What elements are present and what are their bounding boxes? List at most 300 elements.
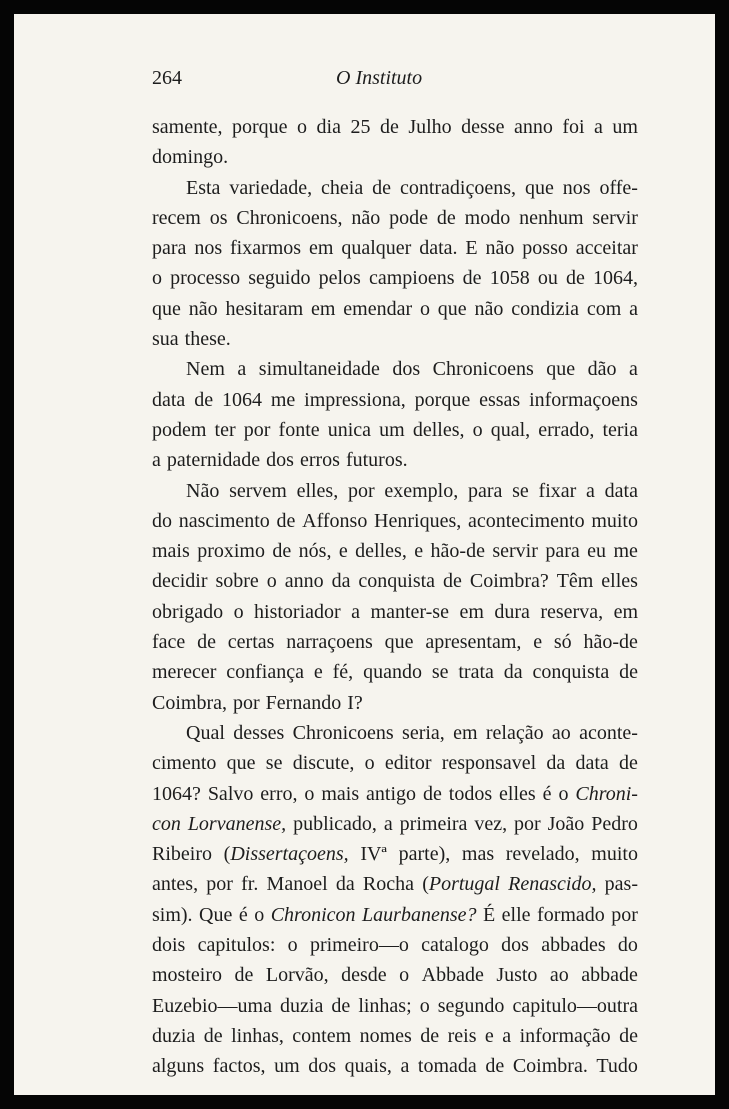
text-line [152, 536, 638, 566]
word: por [514, 812, 541, 835]
word: con [152, 812, 181, 835]
word: para [545, 540, 580, 563]
word: de [194, 388, 214, 411]
word: tomada [417, 1055, 477, 1078]
word: anno [513, 116, 553, 138]
word: paternidade [166, 449, 261, 472]
word: pelos [318, 267, 361, 290]
word: recem [152, 206, 201, 229]
word: muito [591, 843, 638, 866]
word: um [379, 418, 405, 441]
word: linhas, [231, 1024, 284, 1047]
word: em [308, 237, 334, 260]
word: Têm [556, 570, 594, 593]
text-line [152, 445, 638, 475]
word: discute, [292, 752, 355, 775]
word: cheia [321, 176, 364, 199]
word: quais, [344, 1055, 392, 1078]
word: Qual [186, 721, 225, 744]
word: alguns [152, 1055, 205, 1078]
text-line [152, 263, 638, 293]
word: nomes [359, 1024, 412, 1047]
word: fr. [241, 873, 259, 896]
word: confiança [226, 661, 304, 684]
text-line [152, 930, 638, 960]
word: o [364, 752, 375, 775]
running-title: O Instituto [336, 67, 423, 89]
word: Renascido, [508, 873, 597, 896]
word: Que [199, 903, 233, 926]
word: fixar [538, 479, 577, 502]
word: se [265, 752, 283, 775]
word: decidir [152, 570, 208, 593]
word: Affonso [302, 509, 368, 532]
word: dos [501, 934, 529, 957]
word: a [502, 1024, 512, 1047]
word: Fernando [265, 691, 342, 714]
word: teria [602, 418, 638, 441]
word: de [276, 509, 296, 532]
word: IVª [360, 843, 387, 866]
word: mas [461, 843, 495, 866]
word: elles [499, 782, 536, 805]
word: factos, [212, 1055, 266, 1078]
word: (Dissertaçoens, [223, 843, 349, 866]
word: Esta [186, 176, 221, 199]
word: Justo [496, 964, 538, 987]
word: o [152, 267, 162, 290]
book-page [14, 14, 715, 1095]
word: do [617, 934, 638, 957]
word: Coimbra, [152, 691, 227, 714]
word: historiador [254, 600, 341, 623]
word: certas [227, 631, 275, 654]
word: de [443, 570, 462, 593]
text-line [152, 960, 638, 990]
word: nenhum [519, 206, 584, 229]
word: de [379, 116, 399, 138]
word: data [604, 479, 638, 502]
word: (Portugal [422, 873, 500, 896]
word: responsavel [441, 752, 537, 775]
word: Rocha [362, 873, 414, 896]
word: anno [284, 570, 324, 593]
word: da [546, 752, 566, 775]
word: me [270, 388, 296, 411]
word: em [613, 600, 638, 623]
word: 1064 [221, 388, 262, 411]
word: Lorvanense, [187, 812, 287, 835]
word: essas [479, 388, 521, 411]
word: cimento [152, 752, 217, 775]
word: é [542, 782, 552, 805]
word: acceitar [575, 237, 638, 260]
text-line [152, 173, 638, 203]
word: servir [592, 206, 638, 229]
word: para [152, 237, 187, 260]
word: impressiona, [304, 388, 406, 411]
text-line [152, 869, 638, 899]
word: nós, [298, 540, 332, 563]
word: Julho [408, 116, 452, 138]
word: data. [419, 237, 458, 260]
word: servem [229, 479, 287, 502]
word: o [304, 782, 315, 805]
word: formado [537, 903, 605, 926]
word: e [533, 631, 543, 654]
word: Chroni- [575, 782, 638, 805]
word: da [503, 661, 523, 684]
text-line [152, 718, 638, 748]
word: dois [152, 934, 186, 957]
word: conquista [358, 570, 436, 593]
word: foi [562, 116, 585, 138]
word: dão [587, 358, 617, 381]
text-line [152, 142, 638, 172]
word: a [586, 479, 595, 502]
text-line [152, 415, 638, 445]
word: Henriques, [374, 509, 462, 532]
text-line [152, 657, 638, 687]
word: muito [591, 509, 638, 532]
text-line [152, 476, 638, 506]
word: delles, [355, 540, 407, 563]
word: modo [464, 206, 511, 229]
word: desse [461, 116, 505, 138]
word: dia [316, 116, 341, 138]
word: é [238, 903, 248, 926]
word: hão-de [430, 540, 485, 563]
word: ao [551, 721, 571, 744]
word: a [351, 600, 361, 623]
word: qualquer [341, 237, 412, 260]
word: e [414, 540, 424, 563]
word: porque [232, 116, 288, 138]
word: por [243, 418, 271, 441]
word: hão-de [583, 631, 638, 654]
word: e [484, 1024, 494, 1047]
word: pode [389, 206, 429, 229]
word: fixarmos [230, 237, 302, 260]
word: a [237, 358, 247, 381]
word: fonte [278, 418, 320, 441]
word: em [311, 297, 336, 320]
word: a [400, 1055, 410, 1078]
word: de [420, 1024, 440, 1047]
word: seria, [402, 721, 445, 744]
word: Tudo [596, 1055, 638, 1078]
word: por [347, 479, 375, 502]
word: posso [522, 237, 568, 260]
word: com [586, 297, 622, 320]
word: data [152, 388, 186, 411]
word: de [234, 964, 254, 987]
word: mosteiro [152, 964, 222, 987]
word: processo [170, 267, 241, 290]
text-line [152, 354, 638, 384]
text-line [152, 779, 638, 809]
word: desses [233, 721, 285, 744]
word: condizia [511, 297, 579, 320]
word: a [383, 812, 393, 835]
word: de [203, 1024, 223, 1047]
word: capitulo—outra [512, 994, 638, 1017]
word: conquista [532, 661, 610, 684]
word: reserva, [540, 600, 604, 623]
word: todos [448, 782, 493, 805]
word: apresentam, [425, 631, 522, 654]
word: offe- [599, 176, 638, 199]
word: I? [347, 691, 363, 714]
word: Ribeiro [152, 843, 212, 866]
word: não [188, 297, 218, 320]
word: de [462, 267, 482, 290]
text-line [152, 839, 638, 869]
word: erro, [260, 782, 298, 805]
word: qual, [490, 418, 531, 441]
word: em [459, 600, 484, 623]
word: informaçoens [529, 388, 638, 411]
word: capitulos: [197, 934, 276, 957]
word: de [619, 752, 638, 775]
text-line [152, 294, 638, 324]
word: um [612, 116, 638, 138]
word: o [254, 903, 265, 926]
word: ao [549, 964, 569, 987]
word: vez, [474, 812, 508, 835]
word: simultaneidade [258, 358, 380, 381]
word: de [372, 176, 392, 199]
word: podem [152, 418, 207, 441]
word: elles, [296, 479, 339, 502]
text-line [152, 112, 638, 142]
word: publicado, [293, 812, 377, 835]
word: 1064? [152, 782, 201, 805]
word: face [152, 631, 186, 654]
text-line [152, 1051, 638, 1081]
word: que [546, 358, 576, 381]
word: o [419, 994, 430, 1017]
word: proximo [197, 540, 265, 563]
word: delles, [412, 418, 465, 441]
word: por [206, 873, 233, 896]
word: sobre [215, 570, 259, 593]
word: Chronicoens [432, 358, 534, 381]
text-line [152, 991, 638, 1021]
word: de [619, 1024, 638, 1047]
word: catalogo [421, 934, 489, 957]
word: o [233, 600, 244, 623]
word: Euzebio—uma [152, 994, 272, 1017]
word: o [297, 116, 308, 138]
word: dos [392, 358, 421, 381]
word: da [331, 570, 351, 593]
word: editor [384, 752, 432, 775]
word: pas- [604, 873, 638, 896]
word: these. [184, 328, 231, 351]
word: unica [327, 418, 372, 441]
word: Pedro [591, 812, 638, 835]
word: linhas; [358, 994, 412, 1017]
page-number: 264 [152, 67, 182, 89]
word: elles [601, 570, 638, 593]
body-text [152, 112, 638, 1082]
word: quando [363, 661, 422, 684]
word: erros [299, 449, 340, 472]
word: É [482, 903, 496, 926]
word: segundo [437, 994, 505, 1017]
word: elle [501, 903, 531, 926]
word: 1064, [593, 267, 638, 290]
word: que [384, 631, 414, 654]
word: o [287, 934, 298, 957]
word: narraçoens [286, 631, 373, 654]
word: de [485, 1055, 505, 1078]
word: data [575, 752, 609, 775]
word: só [553, 631, 572, 654]
word: de [197, 631, 216, 654]
word: a [594, 116, 603, 138]
text-line [152, 324, 638, 354]
word: abbade [581, 964, 638, 987]
word: de [422, 782, 442, 805]
word: Abbade [421, 964, 484, 987]
text-line [152, 385, 638, 415]
word: os [209, 206, 228, 229]
word: do [152, 509, 172, 532]
word: que [524, 176, 554, 199]
word: e [313, 661, 323, 684]
word: revelado, [505, 843, 580, 866]
text-line [152, 1021, 638, 1051]
word: futuros. [345, 449, 408, 472]
word: contradiçoens, [399, 176, 517, 199]
text-line [152, 203, 638, 233]
text-line [152, 506, 638, 536]
word: o [266, 570, 277, 593]
word: Chronicon [270, 903, 356, 926]
text-line [152, 233, 638, 263]
word: contem [292, 1024, 352, 1047]
word: Manoel [266, 873, 328, 896]
word: informação [519, 1024, 611, 1047]
word: dos [266, 449, 294, 472]
word: de [331, 994, 351, 1017]
word: a [152, 449, 161, 472]
word: duzia [280, 994, 324, 1017]
text-line [152, 809, 638, 839]
word: merecer [152, 661, 217, 684]
word: Chronicoens [292, 721, 394, 744]
word: emendar [343, 297, 413, 320]
word: para [467, 479, 503, 502]
word: ou [537, 267, 558, 290]
word: nos [562, 176, 591, 199]
word: mais [152, 540, 190, 563]
word: por [233, 691, 260, 714]
word: abbades [541, 934, 606, 957]
word: Lorvão, [265, 964, 329, 987]
word: o [419, 297, 430, 320]
word: 25 [350, 116, 371, 138]
word: eu [587, 540, 607, 563]
word: o [558, 782, 569, 805]
word: sua [152, 328, 179, 351]
word: se [431, 661, 449, 684]
word: que [226, 752, 256, 775]
word: fé, [332, 661, 354, 684]
word: primeira [399, 812, 468, 835]
word: por [611, 903, 638, 926]
word: errado, [538, 418, 595, 441]
word: não [485, 237, 515, 260]
word: E [465, 237, 478, 260]
word: de [565, 267, 585, 290]
word: reis [447, 1024, 477, 1047]
word: manter-se [370, 600, 449, 623]
word: primeiro—o [309, 934, 409, 957]
word: mais [321, 782, 360, 805]
word: variedade, [229, 176, 313, 199]
word: trata [458, 661, 494, 684]
word: não [351, 206, 381, 229]
text-line [152, 688, 638, 718]
word: obrigado [152, 600, 224, 623]
text-line [152, 627, 638, 657]
word: antigo [366, 782, 417, 805]
word: de [619, 661, 638, 684]
word: se [512, 479, 529, 502]
word: não [474, 297, 504, 320]
word: em [453, 721, 478, 744]
word: Coimbra? [469, 570, 549, 593]
word: seguido [248, 267, 311, 290]
word: Laurbanense? [362, 903, 477, 926]
word: nascimento [178, 509, 270, 532]
word: Nem [186, 358, 225, 381]
word: ter [214, 418, 236, 441]
word: João [547, 812, 585, 835]
word: Salvo [207, 782, 254, 805]
word: um [274, 1055, 300, 1078]
word: que [152, 297, 181, 320]
word: relação [485, 721, 544, 744]
word: Coimbra. [512, 1055, 588, 1078]
word: que [437, 297, 467, 320]
word: dos [308, 1055, 337, 1078]
word: da [335, 873, 355, 896]
text-line [152, 597, 638, 627]
text-line [152, 748, 638, 778]
word: 1058 [489, 267, 530, 290]
word: campioens [368, 267, 455, 290]
word: hesitaram [225, 297, 304, 320]
word: sim). [152, 903, 193, 926]
word: samente, [152, 116, 223, 138]
word: domingo. [152, 146, 229, 169]
word: dura [494, 600, 530, 623]
word: Chronicoens, [236, 206, 343, 229]
word: exemplo, [384, 479, 459, 502]
word: Não [186, 479, 220, 502]
word: acontecimento [467, 509, 585, 532]
word: de [272, 540, 292, 563]
word: nos [194, 237, 223, 260]
word: me [613, 540, 638, 563]
word: aconte- [579, 721, 638, 744]
word: de [436, 206, 456, 229]
word: duzia [152, 1024, 196, 1047]
